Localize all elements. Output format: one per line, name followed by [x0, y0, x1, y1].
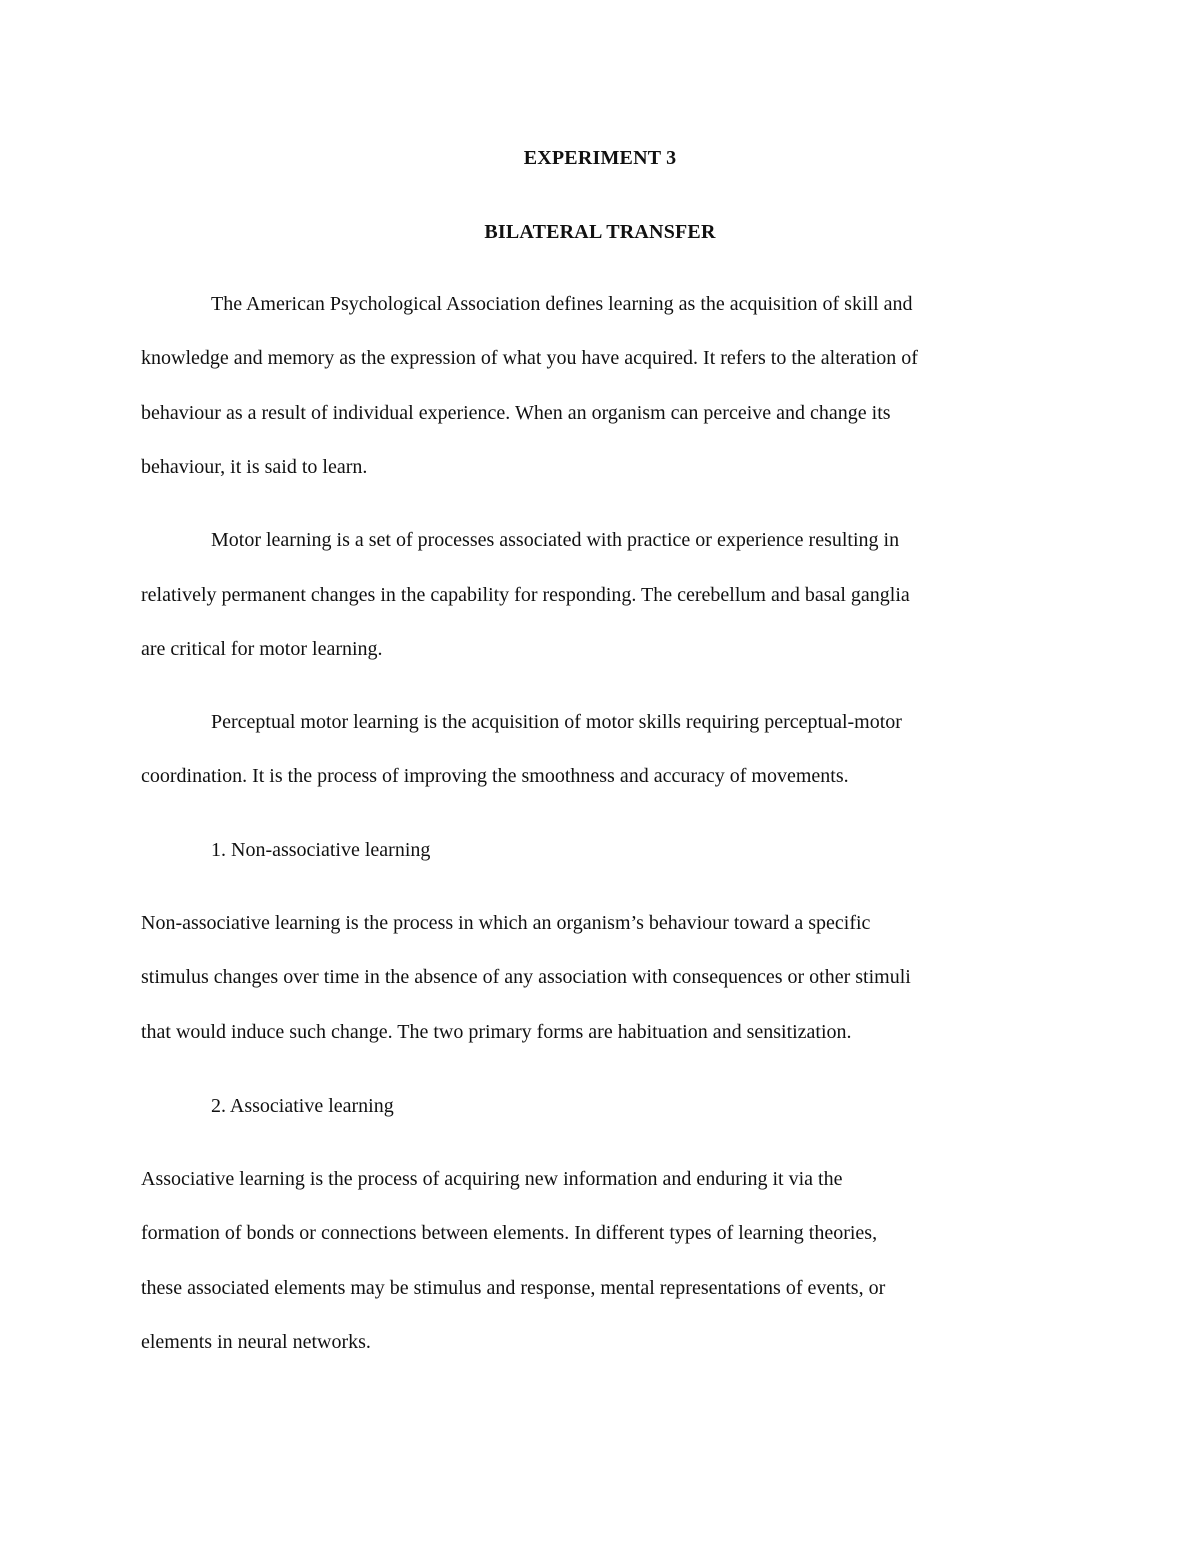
paragraph-line: Associative learning is the process of acquiring new information and enduring it via the: [141, 1168, 843, 1190]
paragraph-line: behaviour as a result of individual experience. When an organism can perceive and change its: [141, 402, 891, 424]
paragraph-line: that would induce such change. The two primary forms are habituation and sensitization.: [141, 1021, 852, 1043]
document-subtitle: BILATERAL TRANSFER: [484, 221, 716, 243]
paragraph-line: formation of bonds or connections between elements. In different types of learning theories,: [141, 1222, 878, 1244]
paragraph-line: these associated elements may be stimulus and response, mental representations of events, or: [141, 1277, 886, 1299]
paragraph-line: stimulus changes over time in the absence of any association with consequences or other stimuli: [141, 966, 911, 988]
paragraph-line: Non-associative learning is the process in which an organism’s behaviour toward a specific: [141, 912, 871, 934]
paragraph-line: Perceptual motor learning is the acquisition of motor skills requiring perceptual-motor: [211, 711, 902, 733]
paragraph-line: knowledge and memory as the expression of what you have acquired. It refers to the alteration of: [141, 347, 918, 369]
paragraph-line: are critical for motor learning.: [141, 638, 383, 660]
document-title: EXPERIMENT 3: [523, 147, 677, 169]
paragraph-line: elements in neural networks.: [141, 1331, 371, 1353]
list-heading: 1. Non-associative learning: [211, 839, 431, 861]
paragraph-line: coordination. It is the process of improving the smoothness and accuracy of movements.: [141, 765, 849, 787]
paragraph-line: Motor learning is a set of processes associated with practice or experience resulting in: [211, 529, 900, 551]
paragraph-line: relatively permanent changes in the capability for responding. The cerebellum and basal ganglia: [141, 584, 910, 606]
list-heading: 2. Associative learning: [211, 1095, 394, 1117]
paragraph-line: The American Psychological Association defines learning as the acquisition of skill and: [211, 293, 913, 315]
paragraph-line: behaviour, it is said to learn.: [141, 456, 368, 478]
